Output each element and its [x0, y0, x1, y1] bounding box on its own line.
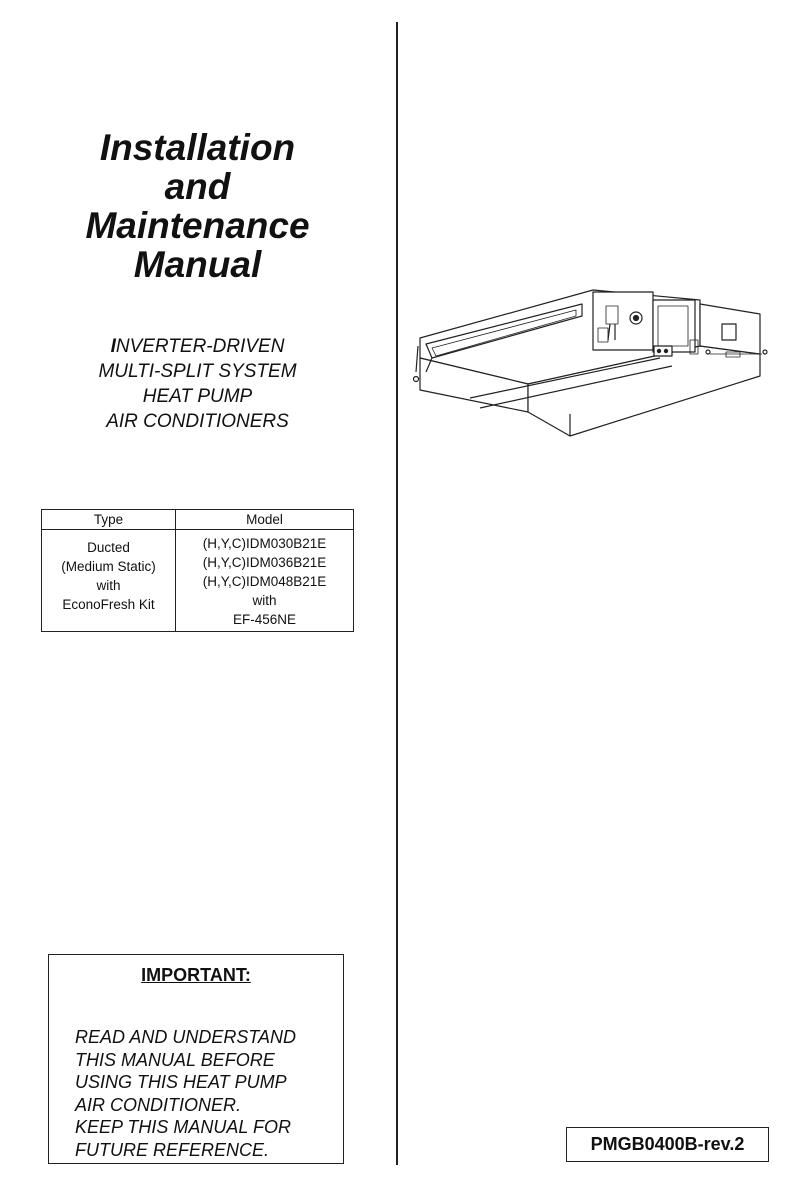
- important-line: USING THIS HEAT PUMP: [75, 1072, 287, 1092]
- subtitle-line-2: MULTI-SPLIT SYSTEM: [98, 361, 297, 382]
- title-line-3: Maintenance: [85, 205, 310, 246]
- type-line: Ducted: [87, 540, 130, 555]
- product-description: [40, 334, 355, 434]
- subtitle-initial: I: [110, 336, 116, 357]
- title-line-2: and: [164, 166, 231, 207]
- document-number: PMGB0400B-rev.2: [566, 1127, 769, 1162]
- important-line: FUTURE REFERENCE.: [75, 1139, 270, 1160]
- important-line: THIS MANUAL BEFORE: [75, 1049, 275, 1070]
- type-line: EconoFresh Kit: [62, 597, 155, 612]
- important-line: AIR CONDITIONER.: [75, 1094, 242, 1115]
- model-header: Model: [176, 510, 354, 530]
- type-line: with: [96, 578, 121, 593]
- title-line-1: Installation: [99, 127, 296, 168]
- title-line-4: Manual: [133, 244, 262, 285]
- model-line: (H,Y,C)IDM048B21E: [202, 574, 327, 589]
- subtitle-line-4: AIR CONDITIONERS: [106, 411, 289, 432]
- important-text: [75, 1026, 296, 1161]
- subtitle-line-3: HEAT PUMP: [142, 386, 253, 407]
- manual-title: [40, 128, 355, 284]
- important-line: KEEP THIS MANUAL FOR: [75, 1117, 292, 1137]
- type-header: Type: [42, 510, 176, 530]
- important-notice-box: [48, 954, 344, 1164]
- model-line: with: [252, 593, 277, 608]
- ducted-unit-illustration: [410, 286, 772, 438]
- subtitle-line-1: [40, 334, 355, 359]
- table-header-row: [42, 510, 354, 530]
- type-cell: [42, 530, 176, 632]
- model-line: (H,Y,C)IDM036B21E: [202, 555, 327, 570]
- table-row: [42, 530, 354, 632]
- important-heading: IMPORTANT:: [141, 965, 251, 985]
- model-cell: [176, 530, 354, 632]
- important-line: READ AND UNDERSTAND: [75, 1027, 297, 1047]
- model-table: [41, 509, 354, 632]
- column-divider: [396, 22, 398, 1165]
- model-line: (H,Y,C)IDM030B21E: [202, 536, 327, 551]
- model-line: EF-456NE: [232, 612, 297, 627]
- type-line: (Medium Static): [61, 559, 156, 574]
- subtitle-line-1-rest: NVERTER-DRIVEN: [115, 336, 285, 357]
